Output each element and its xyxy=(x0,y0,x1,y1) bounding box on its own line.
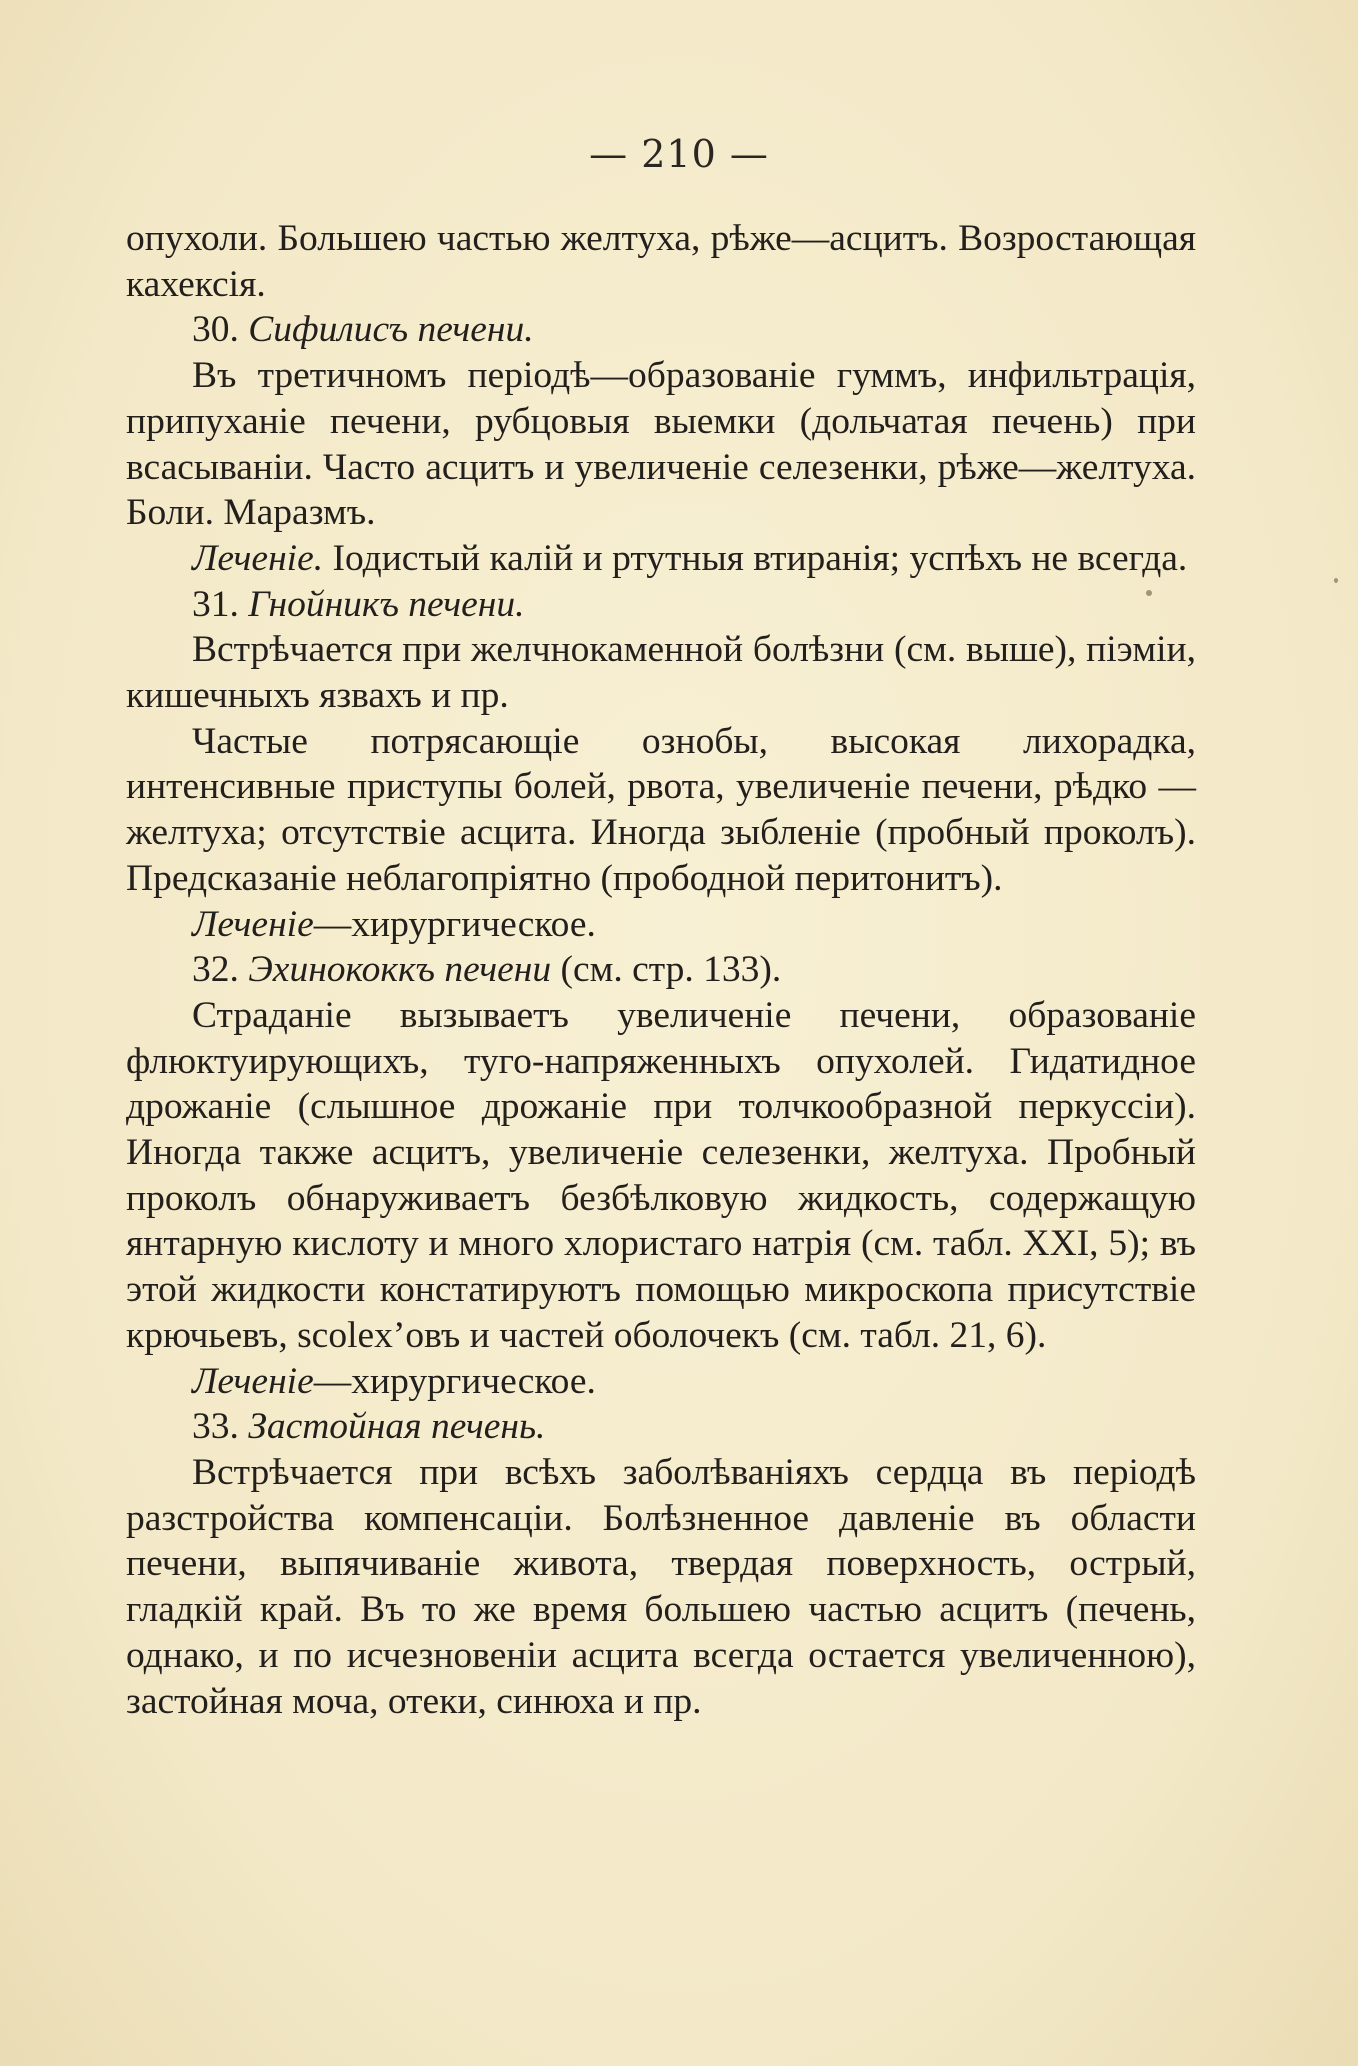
ink-speck xyxy=(1334,578,1338,583)
paragraph xyxy=(126,902,1196,948)
paragraph-text: опухоли. Большею частью желтуха, рѣже—асцитъ. Возростающая кахексія. xyxy=(126,218,1196,305)
paragraph xyxy=(126,536,1196,582)
paragraph-text: 32. xyxy=(192,949,249,991)
paragraph xyxy=(126,353,1196,536)
paragraph xyxy=(126,1404,1196,1450)
paragraph-text: Въ третичномъ періодѣ—образованіе гуммъ, инфильтрація, припуханіе печени, рубцовыя выемки (дольчатая печень) при всасываніи. Часто асцитъ и увеличеніе селезенки, рѣже—желтуха. Боли. Маразмъ. xyxy=(126,355,1196,534)
italic-heading-text: Гнойникъ печени. xyxy=(248,583,525,625)
italic-heading-text: Сифилисъ печени. xyxy=(248,309,534,351)
paragraph xyxy=(126,582,1196,628)
paragraph-text: Страданіе вызываетъ увеличеніе печени, образованіе флюктуирующихъ, туго-напряженныхъ опухолей. Гидатидное дрожаніе (слышное дрожаніе при толчкообразной перкуссіи). Иногда также асцитъ, увеличеніе селезенки, желтуха. Пробный проколъ обнаруживаетъ безбѣлковую жидкость, содержащую янтарную кислоту и много хлористаго натрія (см. табл. XXI, 5); въ этой жидкости констатируютъ помощью микроскопа присутствіе крючьевъ, scolex’овъ и частей оболочекъ (см. табл. 21, 6). xyxy=(126,994,1196,1356)
paragraph-text: —хирургическое. xyxy=(313,903,596,945)
paragraph-text: Встрѣчается при желчнокаменной болѣзни (см. выше), піэміи, кишечныхъ язвахъ и пр. xyxy=(126,629,1196,717)
paragraph-text: 30. xyxy=(192,309,249,351)
italic-heading-text: Леченіе xyxy=(192,903,314,945)
paragraph xyxy=(126,1450,1196,1724)
paragraph xyxy=(126,993,1196,1359)
paragraph xyxy=(126,627,1196,718)
paragraph xyxy=(126,216,1196,307)
page-number: — 210 — xyxy=(589,132,769,176)
italic-heading-text: Застойная печень. xyxy=(248,1406,546,1448)
italic-heading-text: Эхинококкъ печени xyxy=(248,949,552,991)
italic-heading-text: Леченіе. xyxy=(192,537,324,579)
italic-heading-text: Леченіе xyxy=(192,1360,314,1402)
paragraph-text: Іодистый калій и ртутныя втиранія; успѣхъ не всегда. xyxy=(323,537,1188,579)
body-text xyxy=(126,216,1196,1724)
paragraph-text: Встрѣчается при всѣхъ заболѣваніяхъ сердца въ періодѣ разстройства компенсаціи. Болѣзненное давленіе въ области печени, выпячиваніе живота, твердая поверхность, острый, гладкій край. Въ то же время большею частью асцитъ (печень, однако, и по исчезновеніи асцита всегда остается увеличенною), застойная моча, отеки, синюха и пр. xyxy=(126,1451,1196,1722)
paragraph-text: Частые потрясающіе ознобы, высокая лихорадка, интенсивные приступы болей, рвота, увеличеніе печени, рѣдко — желтуха; отсутствіе асцита. Иногда зыбленіе (пробный проколъ). Предсказаніе неблагопріятно (прободной перитонитъ). xyxy=(126,720,1196,899)
paragraph-text: —хирургическое. xyxy=(313,1360,596,1402)
paragraph-text: 33. xyxy=(192,1406,249,1448)
paragraph xyxy=(126,947,1196,993)
paragraph-text: 31. xyxy=(192,583,249,625)
paragraph xyxy=(126,1359,1196,1405)
paragraph xyxy=(126,307,1196,353)
paragraph-text: (см. стр. 133). xyxy=(551,949,782,991)
paragraph xyxy=(126,719,1196,902)
ink-speck xyxy=(1146,590,1152,596)
